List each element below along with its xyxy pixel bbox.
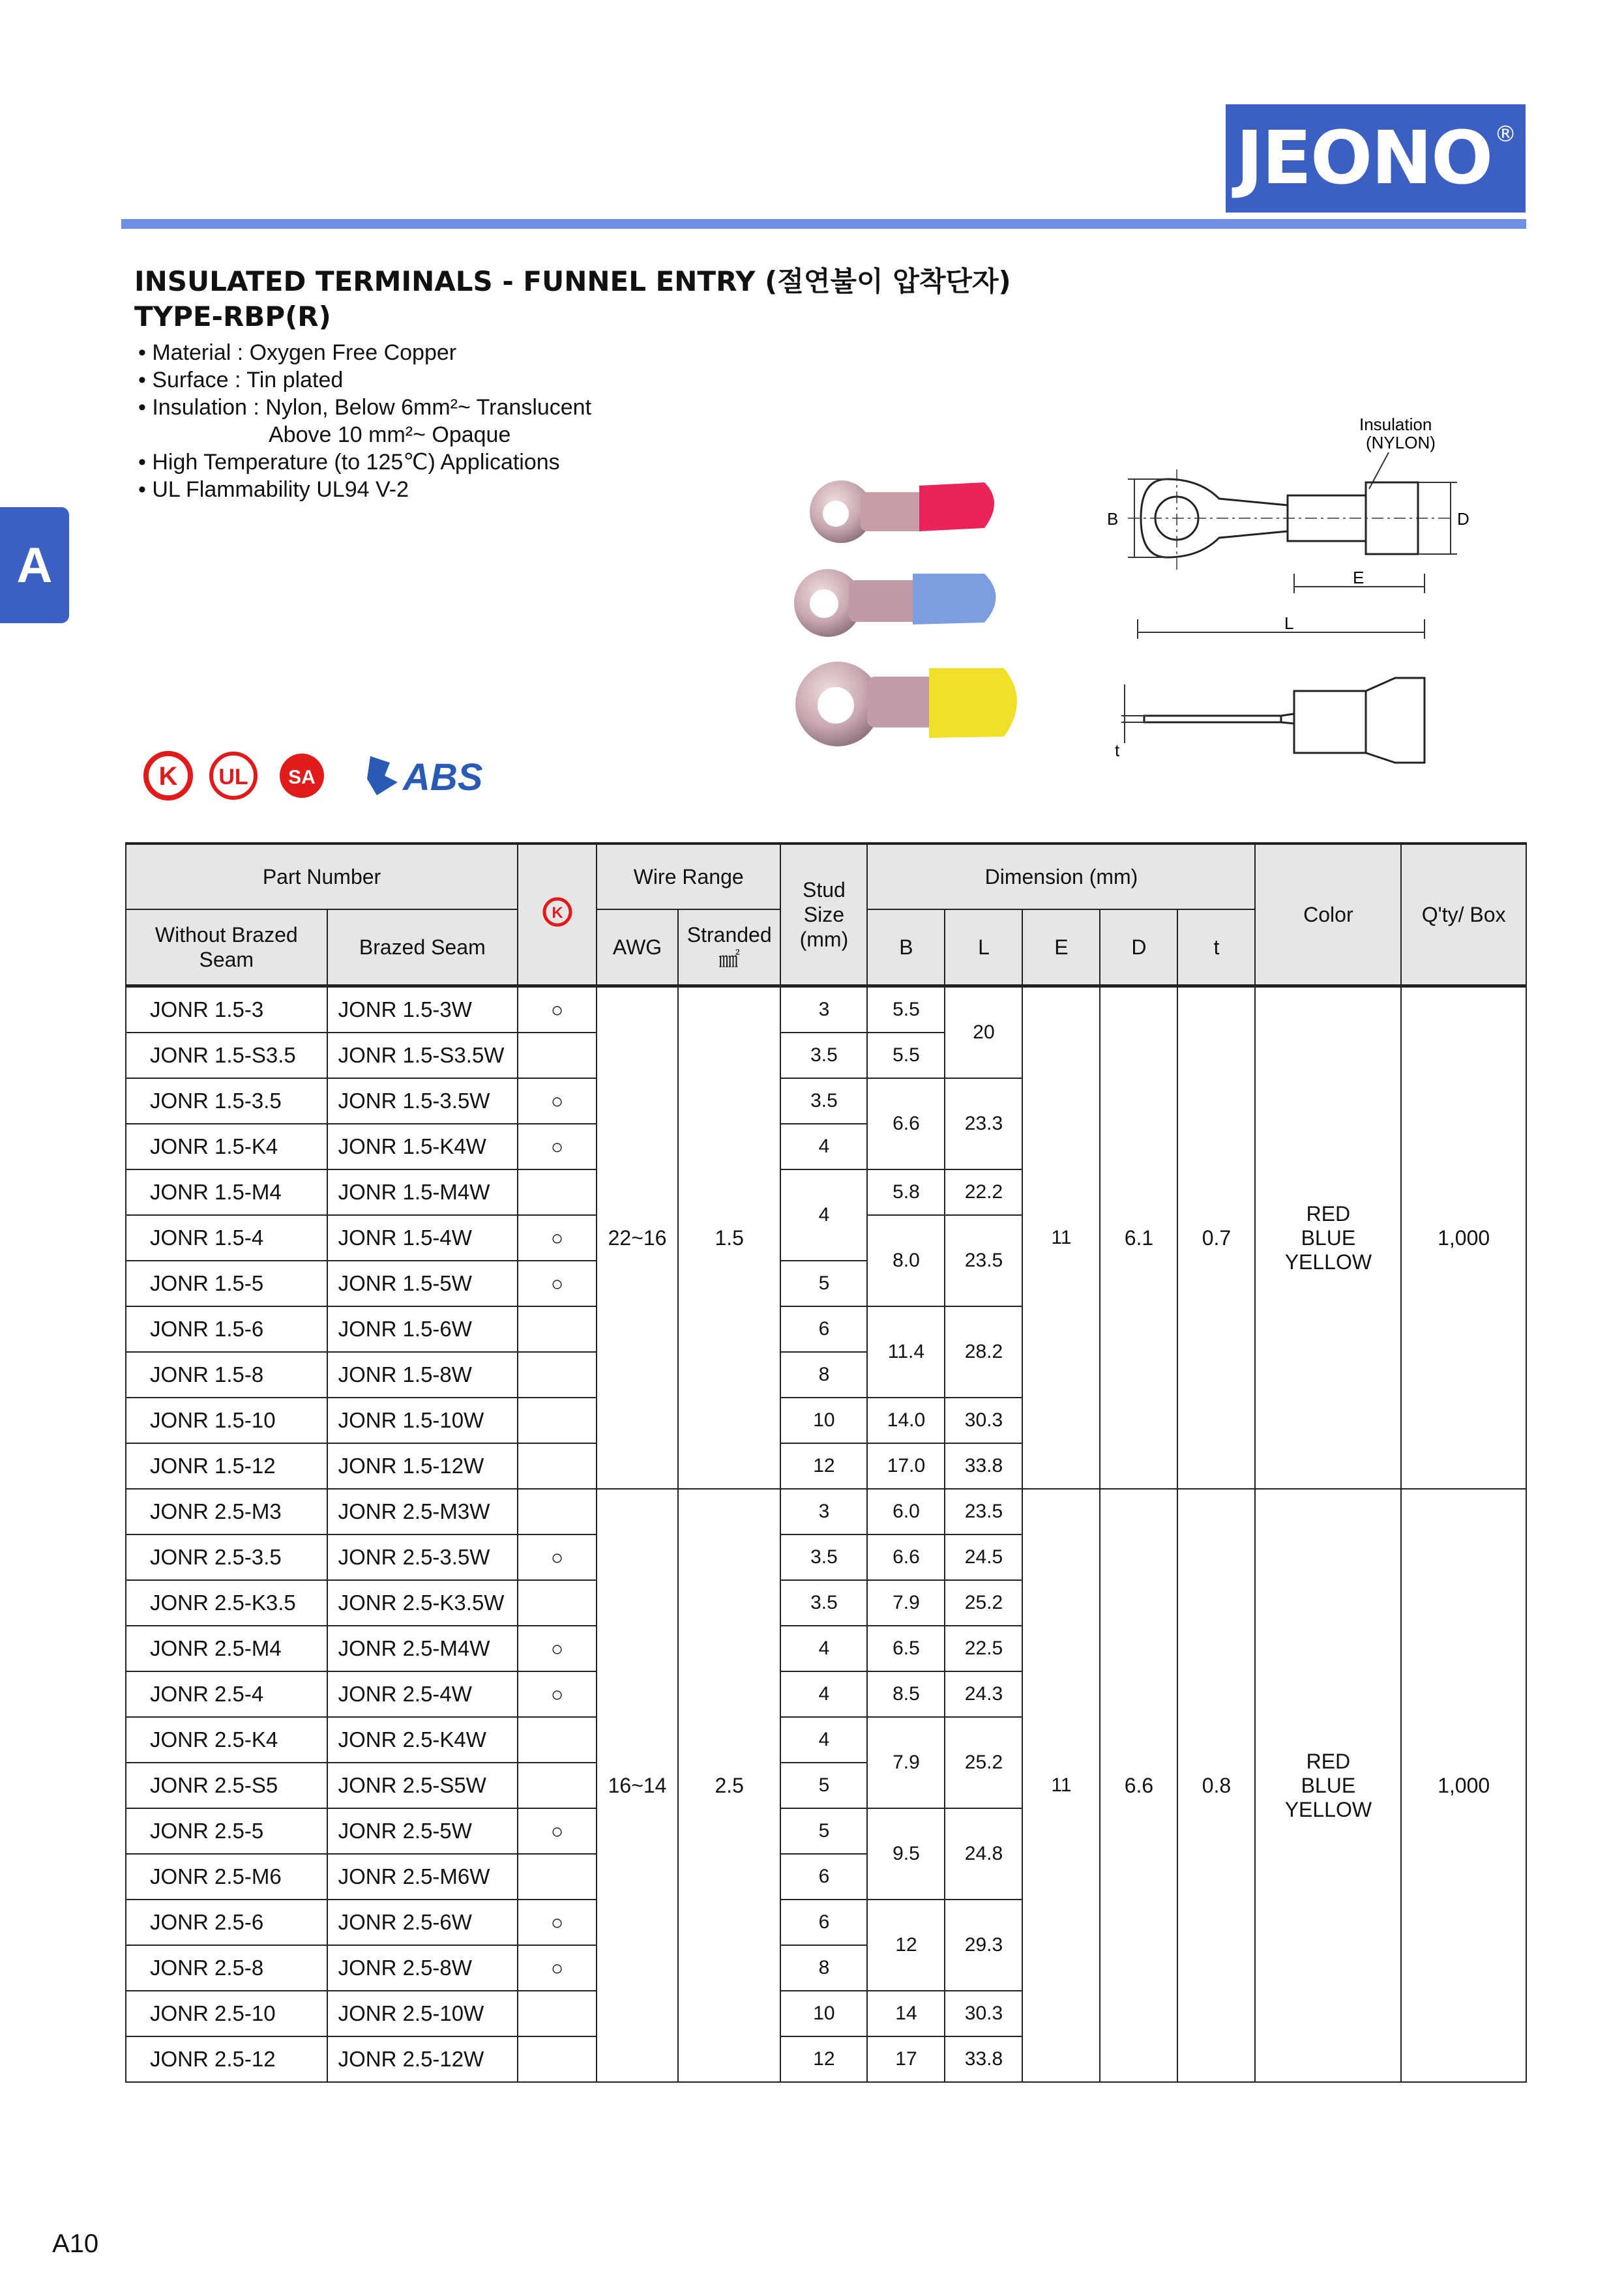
header-rule bbox=[121, 219, 1526, 229]
part-number: JONR 1.5-M4 bbox=[126, 1169, 327, 1215]
header-l: L bbox=[945, 909, 1022, 986]
brazed-part-number: JONR 2.5-8W bbox=[327, 1945, 518, 1991]
kc-flag: ○ bbox=[518, 1215, 597, 1261]
awg-value: 16~14 bbox=[597, 1489, 678, 2082]
part-number: JONR 2.5-K4 bbox=[126, 1717, 327, 1763]
stranded-value: 1.5 bbox=[678, 986, 780, 1490]
stranded-label: Stranded bbox=[687, 923, 772, 947]
brazed-part-number: JONR 1.5-3W bbox=[327, 986, 518, 1033]
kc-flag bbox=[518, 1352, 597, 1398]
stranded-value: 2.5 bbox=[678, 1489, 780, 2082]
part-number: JONR 2.5-K3.5 bbox=[126, 1580, 327, 1626]
dim-l: 22.5 bbox=[945, 1626, 1022, 1671]
header-d: D bbox=[1100, 909, 1177, 986]
part-number: JONR 2.5-4 bbox=[126, 1671, 327, 1717]
kc-flag bbox=[518, 1763, 597, 1808]
dim-e: 11 bbox=[1022, 1489, 1100, 2082]
spec-flammability: • UL Flammability UL94 V-2 bbox=[138, 477, 409, 502]
abs-mark-icon bbox=[367, 756, 483, 799]
stud-value: 8 bbox=[780, 1352, 867, 1398]
brand-name: JEONO bbox=[1235, 116, 1492, 201]
label-insulation: Insulation bbox=[1359, 417, 1432, 434]
dim-l: 25.2 bbox=[945, 1717, 1022, 1808]
dim-l: 24.5 bbox=[945, 1534, 1022, 1580]
brand-logo bbox=[1226, 104, 1526, 213]
part-number: JONR 2.5-12 bbox=[126, 2036, 327, 2082]
part-number: JONR 2.5-M6 bbox=[126, 1854, 327, 1900]
stud-value: 8 bbox=[780, 1945, 867, 1991]
color-blue: BLUE bbox=[1301, 1226, 1356, 1250]
dim-l: 20 bbox=[945, 986, 1022, 1079]
part-number: JONR 2.5-M3 bbox=[126, 1489, 327, 1534]
qty-value: 1,000 bbox=[1401, 986, 1526, 1490]
part-number: JONR 1.5-3 bbox=[126, 986, 327, 1033]
svg-text:K: K bbox=[158, 762, 178, 791]
svg-text:UL: UL bbox=[218, 765, 248, 789]
dim-l: 23.3 bbox=[945, 1078, 1022, 1169]
dim-b: 5.5 bbox=[867, 1033, 945, 1078]
dim-e: 11 bbox=[1022, 986, 1100, 1490]
kc-flag bbox=[518, 1169, 597, 1215]
kc-flag: ○ bbox=[518, 1626, 597, 1671]
stud-value: 3 bbox=[780, 1489, 867, 1534]
dim-b: 17 bbox=[867, 2036, 945, 2082]
brazed-part-number: JONR 2.5-M4W bbox=[327, 1626, 518, 1671]
label-d: D bbox=[1457, 509, 1469, 529]
brazed-part-number: JONR 1.5-S3.5W bbox=[327, 1033, 518, 1078]
stud-value: 5 bbox=[780, 1261, 867, 1306]
kc-flag bbox=[518, 1717, 597, 1763]
page-title bbox=[134, 264, 1011, 334]
part-number: JONR 1.5-8 bbox=[126, 1352, 327, 1398]
header-part-number: Part Number bbox=[126, 844, 518, 909]
kc-flag: ○ bbox=[518, 1261, 597, 1306]
brazed-part-number: JONR 1.5-10W bbox=[327, 1398, 518, 1443]
part-number: JONR 2.5-6 bbox=[126, 1900, 327, 1945]
stud-value: 10 bbox=[780, 1398, 867, 1443]
stud-value: 3.5 bbox=[780, 1033, 867, 1078]
brazed-part-number: JONR 1.5-4W bbox=[327, 1215, 518, 1261]
header-t: t bbox=[1177, 909, 1255, 986]
dim-d: 6.6 bbox=[1100, 1489, 1177, 2082]
dim-l: 30.3 bbox=[945, 1398, 1022, 1443]
brazed-part-number: JONR 2.5-12W bbox=[327, 2036, 518, 2082]
brazed-part-number: JONR 2.5-S5W bbox=[327, 1763, 518, 1808]
stud-value: 3.5 bbox=[780, 1580, 867, 1626]
dim-l: 30.3 bbox=[945, 1991, 1022, 2036]
page-number: A10 bbox=[52, 2229, 99, 2258]
part-number: JONR 1.5-S3.5 bbox=[126, 1033, 327, 1078]
dim-b: 6.6 bbox=[867, 1534, 945, 1580]
stud-value: 4 bbox=[780, 1717, 867, 1763]
stud-value: 6 bbox=[780, 1900, 867, 1945]
part-number: JONR 2.5-8 bbox=[126, 1945, 327, 1991]
header-dimension: Dimension (mm) bbox=[867, 844, 1255, 909]
brazed-part-number: JONR 2.5-6W bbox=[327, 1900, 518, 1945]
ul-mark-icon bbox=[211, 754, 256, 798]
spec-insulation-cont: Above 10 mm²~ Opaque bbox=[269, 422, 511, 447]
stud-value: 4 bbox=[780, 1671, 867, 1717]
dim-l: 23.5 bbox=[945, 1215, 1022, 1306]
part-number: JONR 1.5-12 bbox=[126, 1443, 327, 1489]
dim-l: 33.8 bbox=[945, 1443, 1022, 1489]
table-row bbox=[126, 986, 1526, 1033]
color-cell bbox=[1255, 1489, 1401, 2082]
dim-b: 12 bbox=[867, 1900, 945, 1991]
svg-text:SA: SA bbox=[288, 767, 316, 788]
stud-value: 12 bbox=[780, 1443, 867, 1489]
color-yellow: YELLOW bbox=[1284, 1797, 1372, 1821]
label-nylon: (NYLON) bbox=[1366, 433, 1436, 452]
dimension-drawing bbox=[1069, 417, 1526, 782]
kc-flag bbox=[518, 1306, 597, 1352]
stud-value: 4 bbox=[780, 1169, 867, 1261]
kc-mark-icon bbox=[146, 754, 190, 798]
brazed-part-number: JONR 1.5-M4W bbox=[327, 1169, 518, 1215]
kc-flag bbox=[518, 1854, 597, 1900]
kc-flag bbox=[518, 1398, 597, 1443]
terminal-red bbox=[810, 480, 994, 543]
dim-l: 23.5 bbox=[945, 1489, 1022, 1534]
brazed-part-number: JONR 2.5-4W bbox=[327, 1671, 518, 1717]
table-row bbox=[126, 1489, 1526, 1534]
title-line1: INSULATED TERMINALS - FUNNEL ENTRY (절연불이 압착단자) bbox=[134, 265, 1011, 297]
stud-value: 10 bbox=[780, 1991, 867, 2036]
terminal-yellow bbox=[795, 662, 1017, 746]
kc-flag: ○ bbox=[518, 1124, 597, 1169]
dim-b: 6.6 bbox=[867, 1078, 945, 1169]
brazed-part-number: JONR 1.5-6W bbox=[327, 1306, 518, 1352]
brazed-part-number: JONR 2.5-K4W bbox=[327, 1717, 518, 1763]
kc-flag: ○ bbox=[518, 1945, 597, 1991]
terminal-blue bbox=[794, 569, 996, 637]
dim-l: 24.8 bbox=[945, 1808, 1022, 1900]
dim-t: 0.7 bbox=[1177, 986, 1255, 1490]
brazed-part-number: JONR 1.5-5W bbox=[327, 1261, 518, 1306]
stud-value: 12 bbox=[780, 2036, 867, 2082]
dim-d: 6.1 bbox=[1100, 986, 1177, 1490]
header-e: E bbox=[1022, 909, 1100, 986]
stud-value: 3.5 bbox=[780, 1534, 867, 1580]
kc-flag: ○ bbox=[518, 1078, 597, 1124]
brazed-part-number: JONR 2.5-M3W bbox=[327, 1489, 518, 1534]
brazed-part-number: JONR 2.5-K3.5W bbox=[327, 1580, 518, 1626]
brazed-part-number: JONR 1.5-K4W bbox=[327, 1124, 518, 1169]
dim-b: 17.0 bbox=[867, 1443, 945, 1489]
header-wire-range: Wire Range bbox=[597, 844, 780, 909]
dim-b: 11.4 bbox=[867, 1306, 945, 1398]
title-line2: TYPE-RBP(R) bbox=[134, 301, 331, 332]
header-brazed-seam: Brazed Seam bbox=[327, 909, 518, 986]
stud-size-unit: (mm) bbox=[799, 928, 849, 951]
label-e: E bbox=[1353, 568, 1365, 587]
header-stranded bbox=[678, 909, 780, 986]
brazed-part-number: JONR 2.5-3.5W bbox=[327, 1534, 518, 1580]
awg-value: 22~16 bbox=[597, 986, 678, 1490]
dim-l: 25.2 bbox=[945, 1580, 1022, 1626]
dim-b: 7.9 bbox=[867, 1580, 945, 1626]
dim-t: 0.8 bbox=[1177, 1489, 1255, 2082]
kc-flag: ○ bbox=[518, 1671, 597, 1717]
header-kc bbox=[518, 844, 597, 986]
part-number: JONR 2.5-S5 bbox=[126, 1763, 327, 1808]
part-number: JONR 1.5-5 bbox=[126, 1261, 327, 1306]
kc-flag: ○ bbox=[518, 1900, 597, 1945]
stud-value: 4 bbox=[780, 1626, 867, 1671]
dim-b: 8.0 bbox=[867, 1215, 945, 1306]
header-stud-size bbox=[780, 844, 867, 986]
dim-b: 9.5 bbox=[867, 1808, 945, 1900]
brazed-part-number: JONR 2.5-5W bbox=[327, 1808, 518, 1854]
kc-flag bbox=[518, 1489, 597, 1534]
kc-flag bbox=[518, 1443, 597, 1489]
dim-b: 14.0 bbox=[867, 1398, 945, 1443]
dim-l: 24.3 bbox=[945, 1671, 1022, 1717]
spec-surface: • Surface : Tin plated bbox=[138, 368, 344, 392]
dim-l: 29.3 bbox=[945, 1900, 1022, 1991]
certification-marks bbox=[142, 743, 533, 808]
kc-header-icon bbox=[541, 896, 574, 928]
dim-l: 22.2 bbox=[945, 1169, 1022, 1215]
stud-value: 5 bbox=[780, 1763, 867, 1808]
label-l: L bbox=[1284, 613, 1294, 633]
dim-l: 33.8 bbox=[945, 2036, 1022, 2082]
stud-size-label: Stud Size bbox=[803, 878, 846, 926]
stud-value: 6 bbox=[780, 1306, 867, 1352]
svg-text:ABS: ABS bbox=[403, 756, 483, 799]
kc-flag: ○ bbox=[518, 986, 597, 1033]
spec-insulation: • Insulation : Nylon, Below 6mm²~ Translucent bbox=[138, 395, 592, 420]
kc-flag bbox=[518, 1580, 597, 1626]
csa-mark-icon bbox=[280, 754, 324, 798]
dim-b: 8.5 bbox=[867, 1671, 945, 1717]
color-red: RED bbox=[1306, 1201, 1351, 1226]
product-photo bbox=[789, 456, 1069, 756]
qty-value: 1,000 bbox=[1401, 1489, 1526, 2082]
part-number: JONR 2.5-10 bbox=[126, 1991, 327, 2036]
part-number: JONR 1.5-3.5 bbox=[126, 1078, 327, 1124]
kc-flag bbox=[518, 1991, 597, 2036]
stud-value: 3.5 bbox=[780, 1078, 867, 1124]
kc-flag bbox=[518, 1033, 597, 1078]
dim-b: 6.0 bbox=[867, 1489, 945, 1534]
part-number: JONR 2.5-3.5 bbox=[126, 1534, 327, 1580]
svg-text:K: K bbox=[551, 904, 563, 922]
brazed-part-number: JONR 2.5-10W bbox=[327, 1991, 518, 2036]
spec-list bbox=[138, 339, 591, 503]
part-number: JONR 1.5-K4 bbox=[126, 1124, 327, 1169]
color-red: RED bbox=[1306, 1749, 1351, 1773]
part-number: JONR 2.5-5 bbox=[126, 1808, 327, 1854]
brazed-part-number: JONR 1.5-8W bbox=[327, 1352, 518, 1398]
brazed-part-number: JONR 2.5-M6W bbox=[327, 1854, 518, 1900]
label-t: t bbox=[1115, 741, 1120, 760]
part-number: JONR 1.5-4 bbox=[126, 1215, 327, 1261]
part-number: JONR 2.5-M4 bbox=[126, 1626, 327, 1671]
color-blue: BLUE bbox=[1301, 1773, 1356, 1797]
stud-value: 3 bbox=[780, 986, 867, 1033]
dim-b: 5.8 bbox=[867, 1169, 945, 1215]
header-color: Color bbox=[1255, 844, 1401, 986]
color-cell bbox=[1255, 986, 1401, 1490]
dim-b: 14 bbox=[867, 1991, 945, 2036]
stud-value: 5 bbox=[780, 1808, 867, 1854]
registered-mark: ® bbox=[1494, 121, 1516, 147]
header-without-brazed: Without Brazed Seam bbox=[126, 909, 327, 986]
color-yellow: YELLOW bbox=[1284, 1250, 1372, 1274]
kc-flag bbox=[518, 2036, 597, 2082]
dim-b: 5.5 bbox=[867, 986, 945, 1033]
dim-b: 6.5 bbox=[867, 1626, 945, 1671]
header-awg: AWG bbox=[597, 909, 678, 986]
table-body bbox=[126, 986, 1526, 2083]
kc-flag: ○ bbox=[518, 1534, 597, 1580]
spec-temperature: • High Temperature (to 125℃) Applications bbox=[138, 450, 560, 475]
stranded-unit: ㎟ bbox=[718, 948, 740, 971]
stud-value: 4 bbox=[780, 1124, 867, 1169]
section-tab[interactable]: A bbox=[0, 507, 69, 623]
spec-material: • Material : Oxygen Free Copper bbox=[138, 340, 457, 365]
label-b: B bbox=[1107, 509, 1119, 529]
dim-b: 7.9 bbox=[867, 1717, 945, 1808]
header-b: B bbox=[867, 909, 945, 986]
dim-l: 28.2 bbox=[945, 1306, 1022, 1398]
stud-value: 6 bbox=[780, 1854, 867, 1900]
part-number: JONR 1.5-10 bbox=[126, 1398, 327, 1443]
spec-table bbox=[125, 842, 1527, 2083]
brazed-part-number: JONR 1.5-12W bbox=[327, 1443, 518, 1489]
brazed-part-number: JONR 1.5-3.5W bbox=[327, 1078, 518, 1124]
part-number: JONR 1.5-6 bbox=[126, 1306, 327, 1352]
kc-flag: ○ bbox=[518, 1808, 597, 1854]
header-qty: Q'ty/ Box bbox=[1401, 844, 1526, 986]
